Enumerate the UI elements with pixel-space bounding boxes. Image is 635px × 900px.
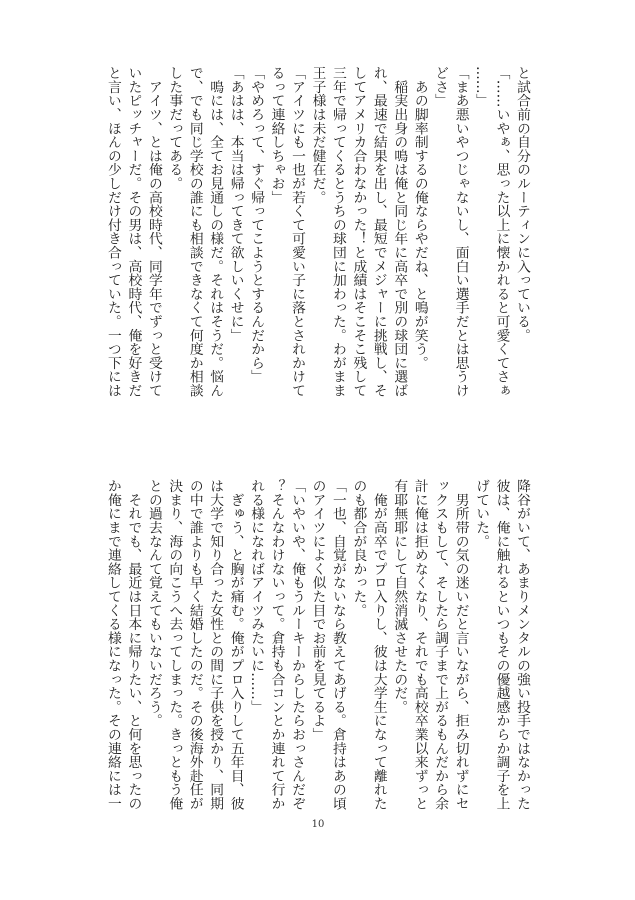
text-column: 男所帯の気の迷いだと言いながら、拒み切れずにセ — [452, 479, 469, 811]
text-column: いたピッチャーだ。その男は、高校時代、俺を好きだ — [125, 66, 142, 398]
text-column: ……」 — [473, 66, 490, 108]
text-column: は大学で知り合った女性との間に子供を授かり、同期 — [207, 479, 224, 811]
text-column: れる様になればアイツみたいに……」 — [248, 479, 265, 714]
text-block-lower — [102, 479, 532, 811]
text-column: のも都合が良かった。 — [350, 479, 367, 617]
text-column: した事だってある。 — [166, 66, 183, 191]
text-column: ックスもして、そしたら調子まで上がるもんだから余 — [432, 479, 449, 811]
text-column: アイツ、とは俺の高校時代、同学年でずっと受けて — [145, 66, 162, 398]
text-column: るって連絡しちゃお」 — [268, 66, 285, 204]
text-column: それでも、最近は日本に帰りたい、と何を思ったの — [125, 479, 142, 811]
text-column: 俺が高卒でプロ入りし、彼は大学生になって離れた — [370, 479, 387, 811]
text-column: 鳴には、全てお見通しの様だ。それはそうだ。悩ん — [207, 66, 224, 398]
text-column: 計に俺は拒めなくなり、それでも高校卒業以来ずっと — [411, 479, 428, 811]
text-column: どさ」 — [432, 66, 449, 108]
text-column: 「やめろって、すぐ帰ってこようとするんだから」 — [248, 66, 265, 384]
text-column: 稲実出身の鳴は俺と同じ年に高卒で別の球団に選ば — [391, 66, 408, 398]
text-column: の中で誰よりも早く結婚したのだ。その後海外赴任が — [186, 479, 203, 811]
text-column: ぎゅう、と胸が痛む。俺がプロ入りして五年目、彼 — [227, 479, 244, 811]
text-column: 有耶無耶にして自然消滅させたのだ。 — [391, 479, 408, 714]
text-column: 彼は、俺に触れるといつもその優越感からか調子を上 — [493, 479, 510, 811]
text-column: 三年で帰ってくるとうちの球団に加わった。わがまま — [329, 66, 346, 398]
text-column: 「アイツにも一也が若くて可愛い子に落とされかけて — [289, 66, 306, 398]
text-column: れ、最速で結果を出し、最短でメジャーに挑戦し、そ — [370, 66, 387, 398]
text-column: げていた。 — [473, 479, 490, 548]
text-block-upper — [102, 66, 532, 398]
text-column: 「一也、自覚がないなら教えてあげる。倉持はあの頃 — [329, 479, 346, 811]
text-column: してアメリカ合わなかった！と成績はそこそこ残して — [350, 66, 367, 398]
text-column: 「いやいや、俺もうルーキーからしたらおっさんだぞ — [289, 479, 306, 811]
text-column: で、でも同じ学校の誰にも相談できなくて何度か相談 — [186, 66, 203, 398]
text-column: 決まり、海の向こうへ去ってしまった。きっともう俺 — [166, 479, 183, 811]
text-column: との過去なんて覚えてもいないだろう。 — [145, 479, 162, 728]
text-column: のアイツによく似た目でお前を見てるよ」 — [309, 479, 326, 742]
text-column: 王子様は未だ健在だ。 — [309, 66, 326, 204]
page-number: 10 — [311, 819, 325, 830]
text-column: 「まあ悪いやつじゃないし、面白い選手だとは思うけ — [452, 66, 469, 398]
text-column: と試合前の自分のルーティンに入っている。 — [514, 66, 530, 342]
text-column: ？そんなわけないって。倉持も合コンとか連れて行か — [268, 479, 285, 811]
text-column: あの脚率制するの俺ならやだね、と鳴が笑う。 — [411, 66, 428, 370]
text-column: 「……いやぁ、思った以上に懐かれると可愛くてさぁ — [493, 66, 510, 398]
text-column: と言い、ほんの少しだけ付き合っていた。一つ下には — [104, 66, 121, 398]
text-column: 降谷がいて、あまりメンタルの強い投手ではなかった — [514, 479, 530, 811]
text-column: か俺にまで連絡してくる様になった。その連絡には一 — [104, 479, 121, 811]
text-column: 「あはは、本当は帰ってきて欲しいくせに」 — [227, 66, 244, 342]
